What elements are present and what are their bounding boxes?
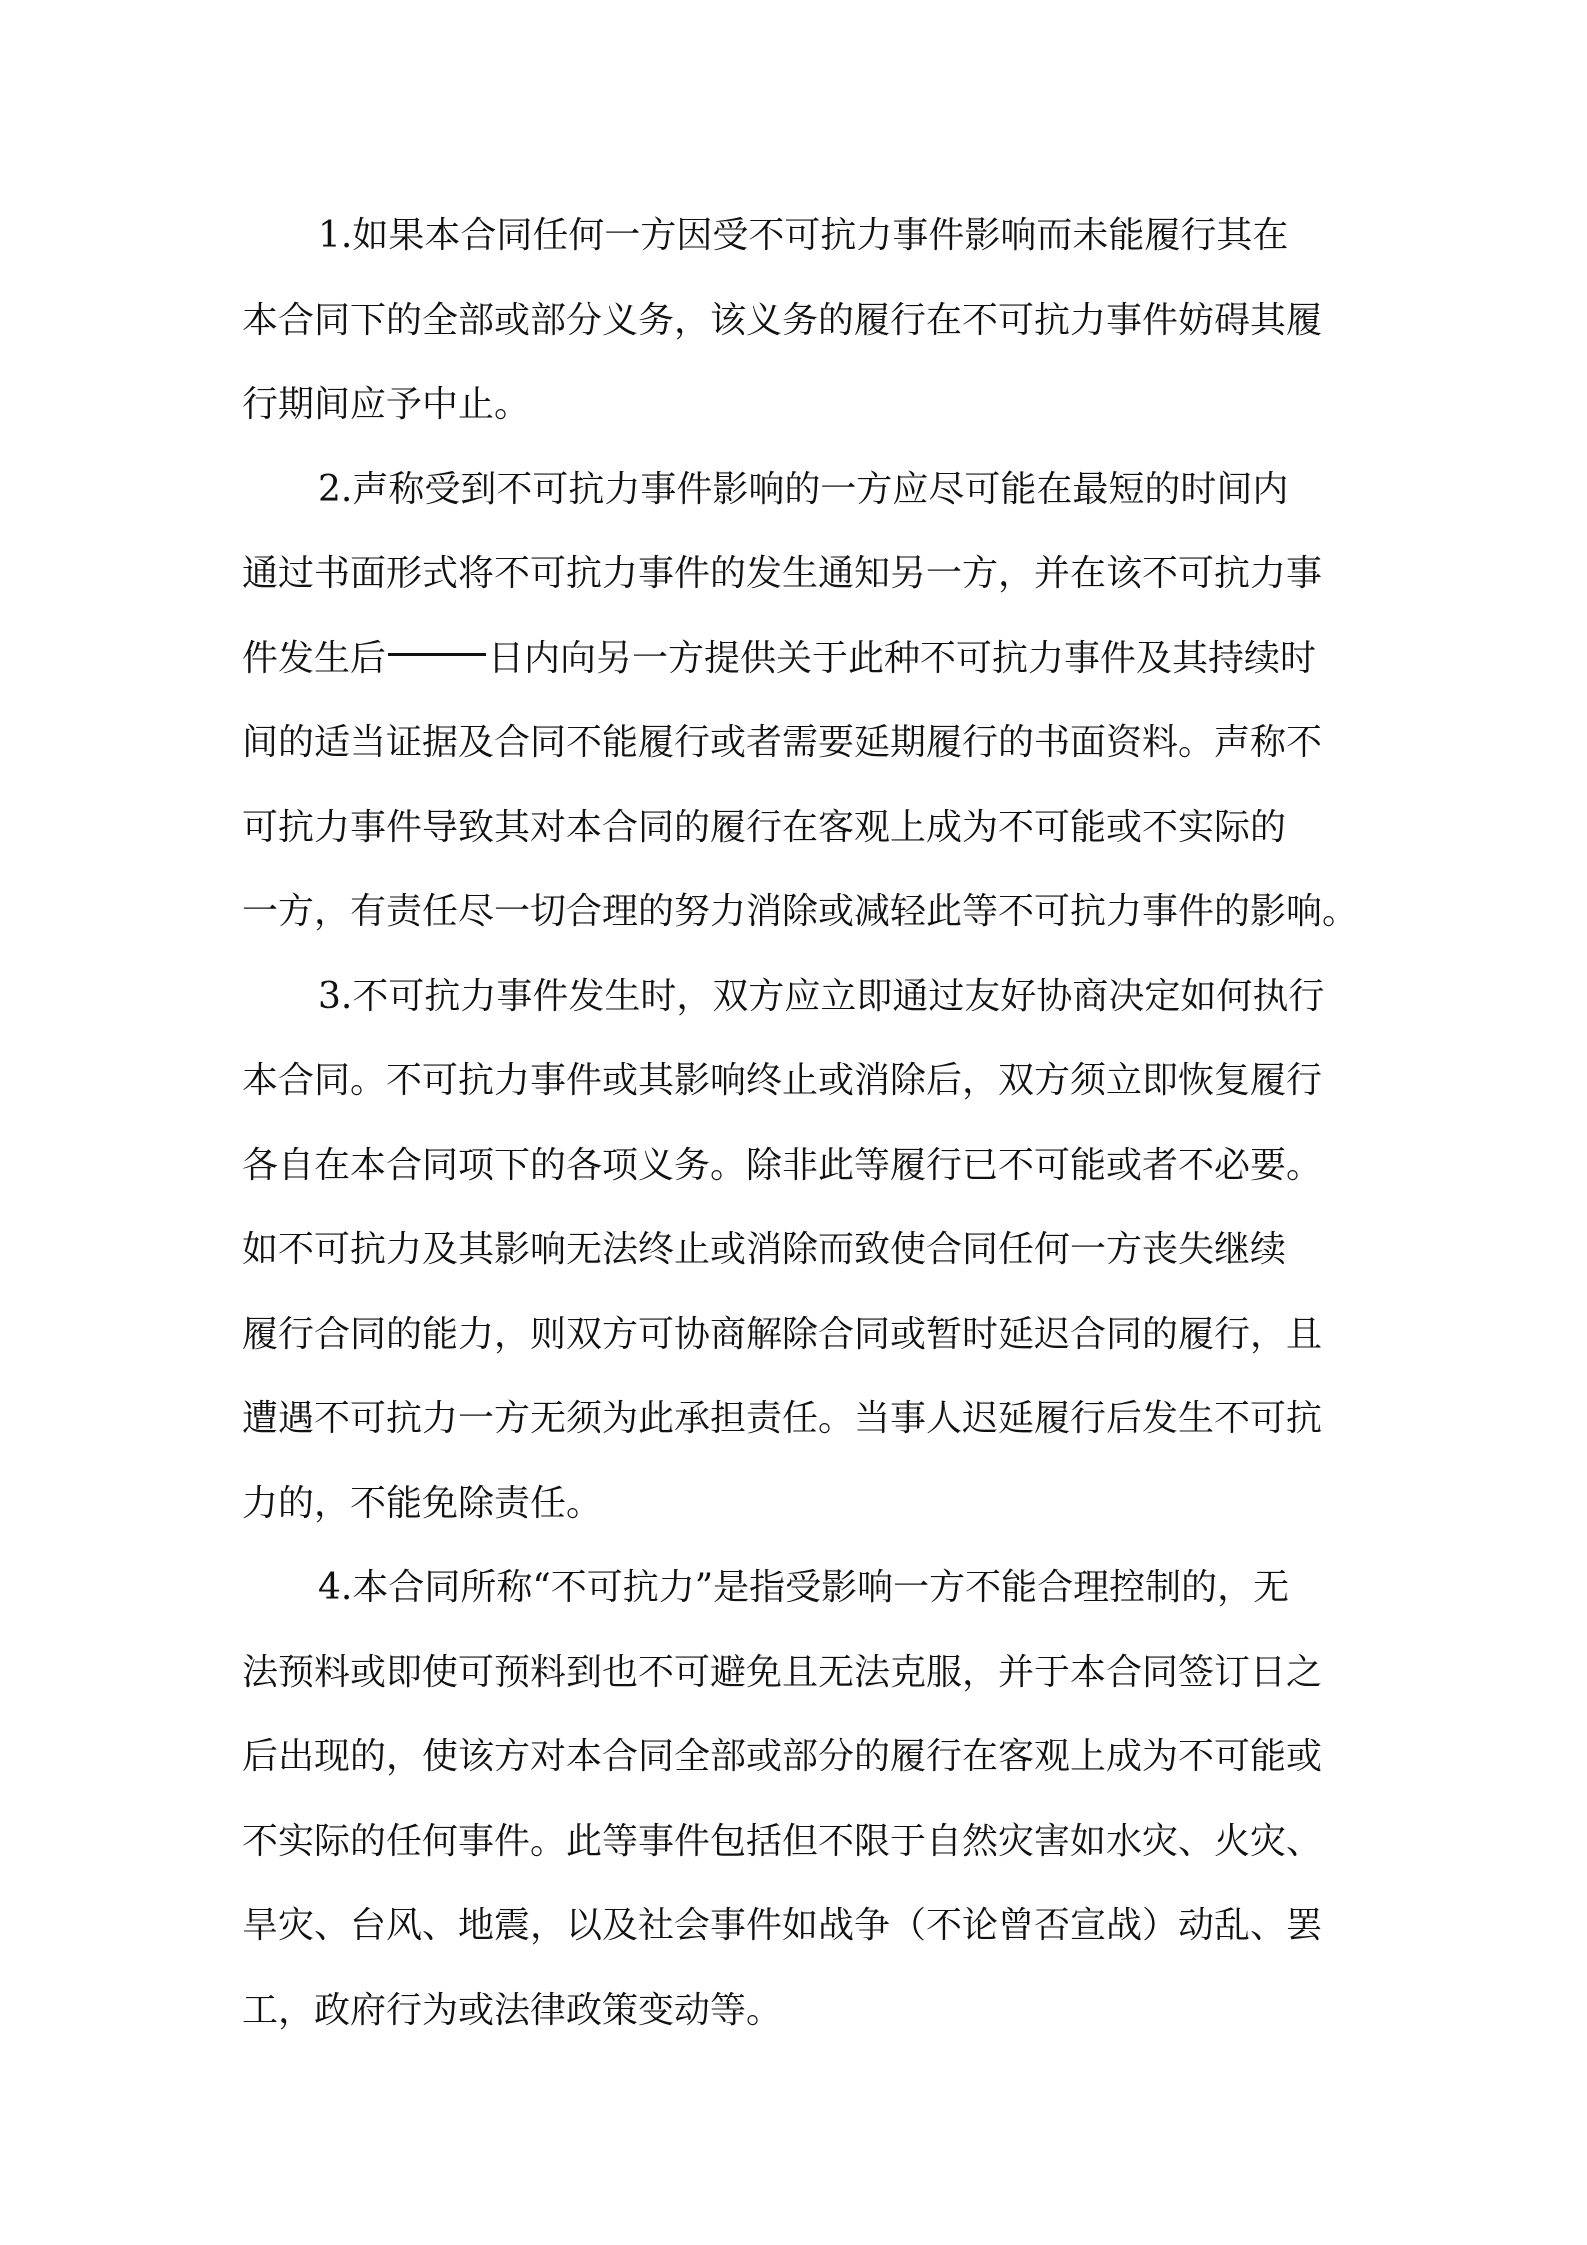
text-line: 旱灾、台风、地震，以及社会事件如战争（不论曾否宣战）动乱、罢 [242, 1905, 1323, 1946]
paragraph-3-line-5 [242, 1293, 1362, 1378]
text-line: 2.声称受到不可抗力事件影响的一方应尽可能在最短的时间内 [318, 468, 1289, 510]
text-line: 一方，有责任尽一切合理的努力消除或减轻此等不可抗力事件的影响。 [242, 891, 1359, 932]
text-line: 3.不可抗力事件发生时，双方应立即通过友好协商决定如何执行 [318, 975, 1325, 1017]
fill-in-blank-days[interactable] [388, 617, 486, 656]
paragraph-4-line-1 [242, 1546, 1362, 1631]
text-line: 不实际的任何事件。此等事件包括但不限于自然灾害如水灾、火灾、 [242, 1820, 1323, 1862]
contract-force-majeure-text [242, 194, 1362, 2053]
paragraph-4-line-5 [242, 1884, 1362, 1969]
paragraph-1-line-2 [242, 279, 1362, 364]
paragraph-3-line-7 [242, 1462, 1362, 1547]
paragraph-3-line-2 [242, 1039, 1362, 1124]
paragraph-4-line-3 [242, 1715, 1362, 1800]
paragraph-1-line-3 [242, 363, 1362, 448]
paragraph-2-line-6 [242, 870, 1362, 955]
paragraph-2-line-4 [242, 701, 1362, 786]
text-line: 4.本合同所称“不可抗力”是指受影响一方不能合理控制的，无 [318, 1567, 1290, 1608]
text-line: 本合同下的全部或部分义务，该义务的履行在不可抗力事件妨碍其履 [242, 299, 1323, 341]
text-line: 通过书面形式将不可抗力事件的发生通知另一方，并在该不可抗力事 [242, 553, 1323, 594]
text-line: 各自在本合同项下的各项义务。除非此等履行已不可能或者不必要。 [242, 1144, 1323, 1186]
text-line: 法预料或即使可预料到也不可避免且无法克服，并于本合同签订日之 [242, 1651, 1323, 1693]
text-line: 后出现的，使该方对本合同全部或部分的履行在客观上成为不可能或 [242, 1736, 1323, 1777]
paragraph-3-line-1 [242, 955, 1362, 1040]
text-line: 可抗力事件导致其对本合同的履行在客观上成为不可能或不实际的 [242, 806, 1287, 848]
text-line: 力的，不能免除责任。 [242, 1482, 603, 1524]
text-line: 1.如果本合同任何一方因受不可抗力事件影响而未能履行其在 [318, 215, 1289, 256]
text-line: 行期间应予中止。 [242, 384, 531, 425]
text-line: 履行合同的能力，则双方可协商解除合同或暂时延迟合同的履行，且 [242, 1313, 1323, 1355]
text-line: 件发生后 [242, 637, 387, 679]
paragraph-2-line-1 [242, 448, 1362, 533]
text-line: 遭遇不可抗力一方无须为此承担责任。当事人迟延履行后发生不可抗 [242, 1398, 1323, 1439]
text-line: 间的适当证据及合同不能履行或者需要延期履行的书面资料。声称不 [242, 722, 1323, 763]
paragraph-3-line-3 [242, 1124, 1362, 1209]
text-line: 本合同。不可抗力事件或其影响终止或消除后，双方须立即恢复履行 [242, 1060, 1323, 1101]
paragraph-4-line-6 [242, 1969, 1362, 2054]
paragraph-2-line-2 [242, 532, 1362, 617]
paragraph-3-line-4 [242, 1208, 1362, 1293]
paragraph-4-line-2 [242, 1631, 1362, 1716]
text-line: 日内向另一方提供关于此种不可抗力事件及其持续时 [488, 637, 1317, 679]
paragraph-3-line-6 [242, 1377, 1362, 1462]
paragraph-2-line-5 [242, 786, 1362, 871]
paragraph-2-line-3 [242, 617, 1362, 702]
paragraph-4-line-4 [242, 1800, 1362, 1885]
text-line: 工，政府行为或法律政策变动等。 [242, 1989, 783, 2031]
text-line: 如不可抗力及其影响无法终止或消除而致使合同任何一方丧失继续 [242, 1229, 1287, 1270]
paragraph-1-line-1 [242, 194, 1362, 279]
